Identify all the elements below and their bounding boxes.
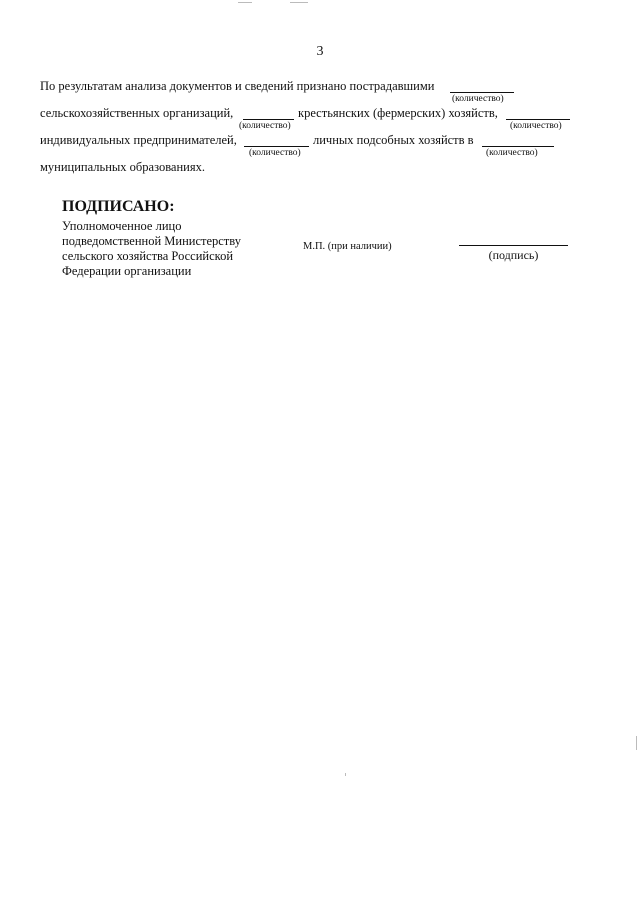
signer-title (62, 219, 292, 279)
page-number: 3 (316, 44, 324, 59)
signature-caption: (подпись) (488, 248, 539, 262)
paragraph-line-1: По результатам анализа документов и сведений признано пострадавшими (40, 79, 435, 93)
blank-municipality-count (482, 146, 554, 147)
scan-artifact (345, 773, 346, 776)
paragraph-line-3a: индивидуальных предпринимателей, (40, 133, 237, 147)
quantity-caption: (количество) (452, 94, 504, 104)
signer-title-line: Уполномоченное лицо (62, 219, 182, 233)
signer-title-line: Федерации организации (62, 264, 192, 278)
paragraph-line-2b: крестьянских (фермерских) хозяйств, (298, 106, 498, 120)
paragraph-line-2a: сельскохозяйственных организаций, (40, 106, 234, 120)
blank-entrepreneur-count (244, 146, 309, 147)
scan-artifact (238, 2, 252, 3)
signature-line (459, 245, 568, 246)
scan-artifact (636, 736, 637, 750)
paragraph-line-4: муниципальных образованиях. (40, 160, 205, 174)
blank-affected-count (450, 92, 514, 93)
blank-farm-count (506, 119, 570, 120)
quantity-caption: (количество) (510, 121, 562, 131)
quantity-caption: (количество) (486, 148, 538, 158)
quantity-caption: (количество) (249, 148, 301, 158)
signer-title-line: подведомственной Министерству (62, 234, 241, 248)
signed-heading: ПОДПИСАНО: (62, 198, 175, 215)
seal-placeholder: М.П. (при наличии) (303, 241, 392, 252)
paragraph-line-3b: личных подсобных хозяйств в (313, 133, 474, 147)
blank-agri-org-count (243, 119, 294, 120)
quantity-caption: (количество) (239, 121, 291, 131)
scan-artifact (290, 2, 308, 3)
signer-title-line: сельского хозяйства Российской (62, 249, 234, 263)
